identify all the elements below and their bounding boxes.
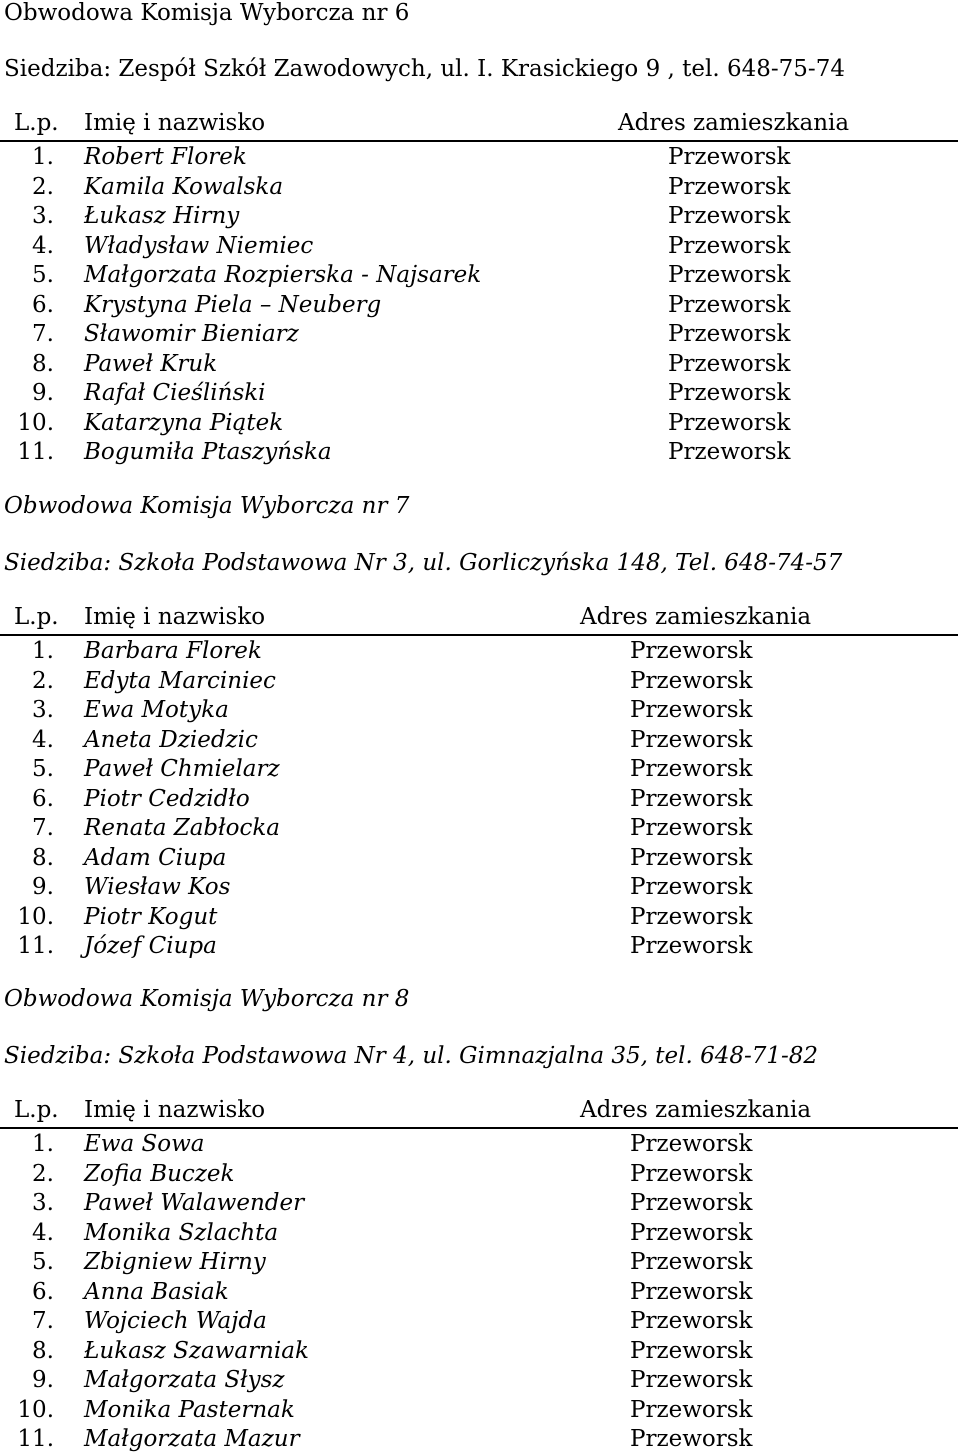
member-address: Przeworsk xyxy=(630,726,753,753)
member-address: Przeworsk xyxy=(668,439,791,465)
row-number: 11. xyxy=(17,1426,54,1452)
member-address: Przeworsk xyxy=(630,844,753,871)
row-number: 3. xyxy=(32,1190,54,1216)
member-name: Monika Pasternak xyxy=(84,1396,295,1423)
table-row xyxy=(0,409,960,439)
member-name: Piotr Kogut xyxy=(84,903,218,930)
table-row xyxy=(0,1278,960,1308)
member-address: Przeworsk xyxy=(668,144,791,170)
member-name: Rafał Cieśliński xyxy=(84,380,266,406)
row-number: 2. xyxy=(32,173,54,200)
row-number: 11. xyxy=(17,933,54,959)
section-title: Obwodowa Komisja Wyborcza nr 7 xyxy=(4,493,410,519)
member-address: Przeworsk xyxy=(630,756,753,782)
member-name: Ewa Motyka xyxy=(84,697,229,723)
member-name: Barbara Florek xyxy=(84,638,262,664)
table-row xyxy=(0,379,960,409)
member-address: Przeworsk xyxy=(668,232,791,259)
row-number: 4. xyxy=(32,726,54,753)
member-address: Przeworsk xyxy=(630,697,753,723)
member-address: Przeworsk xyxy=(630,1278,753,1305)
member-address: Przeworsk xyxy=(630,1131,753,1157)
table-row xyxy=(0,1160,960,1190)
header-lp: L.p. xyxy=(14,604,59,630)
header-address: Adres zamieszkania xyxy=(580,1097,812,1123)
table-row xyxy=(0,173,960,203)
table-row xyxy=(0,1130,960,1160)
members-list xyxy=(0,1130,960,1455)
table-row xyxy=(0,637,960,667)
row-number: 9. xyxy=(32,380,54,406)
header-name: Imię i nazwisko xyxy=(84,110,266,136)
table-header xyxy=(0,604,958,636)
table-row xyxy=(0,785,960,815)
table-row xyxy=(0,1248,960,1278)
table-row xyxy=(0,143,960,173)
row-number: 7. xyxy=(32,321,54,347)
row-number: 11. xyxy=(17,439,54,465)
member-address: Przeworsk xyxy=(630,1426,753,1452)
member-name: Edyta Marciniec xyxy=(84,667,276,694)
member-name: Małgorzata Słysz xyxy=(84,1367,285,1393)
header-lp: L.p. xyxy=(14,1097,59,1123)
member-name: Zbigniew Hirny xyxy=(84,1249,266,1275)
table-row xyxy=(0,202,960,232)
member-name: Małgorzata Rozpierska - Najsarek xyxy=(84,262,482,288)
members-list xyxy=(0,143,960,468)
table-row xyxy=(0,438,960,468)
table-row xyxy=(0,1189,960,1219)
member-address: Przeworsk xyxy=(630,785,753,812)
section-seat: Siedziba: Zespół Szkół Zawodowych, ul. I. Krasickiego 9 , tel. 648-75-74 xyxy=(4,56,845,82)
member-name: Bogumiła Ptaszyńska xyxy=(84,439,332,465)
member-address: Przeworsk xyxy=(630,1396,753,1423)
member-name: Józef Ciupa xyxy=(84,933,217,959)
table-row xyxy=(0,261,960,291)
section-seat: Siedziba: Szkoła Podstawowa Nr 4, ul. Gimnazjalna 35, tel. 648-71-82 xyxy=(4,1043,819,1069)
member-address: Przeworsk xyxy=(630,815,753,841)
table-row xyxy=(0,1396,960,1426)
member-address: Przeworsk xyxy=(668,380,791,406)
member-name: Wojciech Wajda xyxy=(84,1308,267,1334)
table-header xyxy=(0,110,958,142)
member-address: Przeworsk xyxy=(630,667,753,694)
row-number: 2. xyxy=(32,667,54,694)
table-row xyxy=(0,1219,960,1249)
member-name: Paweł Walawender xyxy=(84,1190,305,1216)
member-address: Przeworsk xyxy=(630,1308,753,1334)
row-number: 8. xyxy=(32,1337,54,1364)
table-row xyxy=(0,814,960,844)
row-number: 1. xyxy=(32,144,54,170)
member-address: Przeworsk xyxy=(668,262,791,288)
table-row xyxy=(0,1307,960,1337)
member-name: Anna Basiak xyxy=(84,1278,229,1305)
member-address: Przeworsk xyxy=(630,1160,753,1187)
member-address: Przeworsk xyxy=(668,173,791,200)
member-name: Renata Zabłocka xyxy=(84,815,280,841)
member-address: Przeworsk xyxy=(630,1367,753,1393)
row-number: 5. xyxy=(32,756,54,782)
member-address: Przeworsk xyxy=(630,1219,753,1246)
row-number: 6. xyxy=(32,785,54,812)
member-address: Przeworsk xyxy=(668,350,791,377)
member-address: Przeworsk xyxy=(630,1190,753,1216)
member-address: Przeworsk xyxy=(630,874,753,900)
header-lp: L.p. xyxy=(14,110,59,136)
table-row xyxy=(0,903,960,933)
member-name: Zofia Buczek xyxy=(84,1160,235,1187)
row-number: 5. xyxy=(32,262,54,288)
row-number: 4. xyxy=(32,232,54,259)
header-address: Adres zamieszkania xyxy=(618,110,850,136)
section-title: Obwodowa Komisja Wyborcza nr 8 xyxy=(4,986,410,1012)
row-number: 3. xyxy=(32,697,54,723)
member-name: Ewa Sowa xyxy=(84,1131,205,1157)
member-name: Paweł Chmielarz xyxy=(84,756,280,782)
row-number: 1. xyxy=(32,638,54,664)
row-number: 2. xyxy=(32,1160,54,1187)
member-address: Przeworsk xyxy=(630,933,753,959)
table-row xyxy=(0,350,960,380)
table-row xyxy=(0,755,960,785)
table-row xyxy=(0,1366,960,1396)
table-row xyxy=(0,726,960,756)
member-name: Katarzyna Piątek xyxy=(84,409,284,436)
members-list xyxy=(0,637,960,962)
section-seat: Siedziba: Szkoła Podstawowa Nr 3, ul. Gorliczyńska 148, Tel. 648-74-57 xyxy=(4,550,843,576)
table-row xyxy=(0,232,960,262)
table-row xyxy=(0,1425,960,1455)
table-header xyxy=(0,1097,958,1129)
member-name: Władysław Niemiec xyxy=(84,232,314,259)
member-address: Przeworsk xyxy=(668,291,791,318)
table-row xyxy=(0,696,960,726)
member-name: Adam Ciupa xyxy=(84,844,227,871)
row-number: 7. xyxy=(32,815,54,841)
row-number: 7. xyxy=(32,1308,54,1334)
member-address: Przeworsk xyxy=(630,638,753,664)
row-number: 6. xyxy=(32,1278,54,1305)
table-row xyxy=(0,320,960,350)
member-name: Piotr Cedzidło xyxy=(84,785,250,812)
member-name: Małgorzata Mazur xyxy=(84,1426,300,1452)
member-address: Przeworsk xyxy=(668,203,791,229)
table-row xyxy=(0,667,960,697)
member-name: Kamila Kowalska xyxy=(84,173,284,200)
header-name: Imię i nazwisko xyxy=(84,1097,266,1123)
table-row xyxy=(0,844,960,874)
table-row xyxy=(0,873,960,903)
row-number: 5. xyxy=(32,1249,54,1275)
member-name: Krystyna Piela – Neuberg xyxy=(84,291,382,318)
row-number: 10. xyxy=(17,903,54,930)
member-address: Przeworsk xyxy=(630,1249,753,1275)
row-number: 8. xyxy=(32,844,54,871)
table-row xyxy=(0,291,960,321)
row-number: 9. xyxy=(32,1367,54,1393)
member-name: Sławomir Bieniarz xyxy=(84,321,299,347)
member-name: Robert Florek xyxy=(84,144,247,170)
member-address: Przeworsk xyxy=(668,321,791,347)
row-number: 4. xyxy=(32,1219,54,1246)
row-number: 10. xyxy=(17,1396,54,1423)
section-title: Obwodowa Komisja Wyborcza nr 6 xyxy=(4,0,410,26)
member-name: Łukasz Szawarniak xyxy=(84,1337,309,1364)
row-number: 8. xyxy=(32,350,54,377)
header-address: Adres zamieszkania xyxy=(580,604,812,630)
member-address: Przeworsk xyxy=(668,409,791,436)
row-number: 6. xyxy=(32,291,54,318)
member-name: Wiesław Kos xyxy=(84,874,231,900)
row-number: 3. xyxy=(32,203,54,229)
table-row xyxy=(0,932,960,962)
row-number: 10. xyxy=(17,409,54,436)
member-name: Łukasz Hirny xyxy=(84,203,240,229)
member-address: Przeworsk xyxy=(630,1337,753,1364)
member-address: Przeworsk xyxy=(630,903,753,930)
table-row xyxy=(0,1337,960,1367)
member-name: Aneta Dziedzic xyxy=(84,726,258,753)
member-name: Paweł Kruk xyxy=(84,350,218,377)
member-name: Monika Szlachta xyxy=(84,1219,279,1246)
row-number: 9. xyxy=(32,874,54,900)
row-number: 1. xyxy=(32,1131,54,1157)
header-name: Imię i nazwisko xyxy=(84,604,266,630)
